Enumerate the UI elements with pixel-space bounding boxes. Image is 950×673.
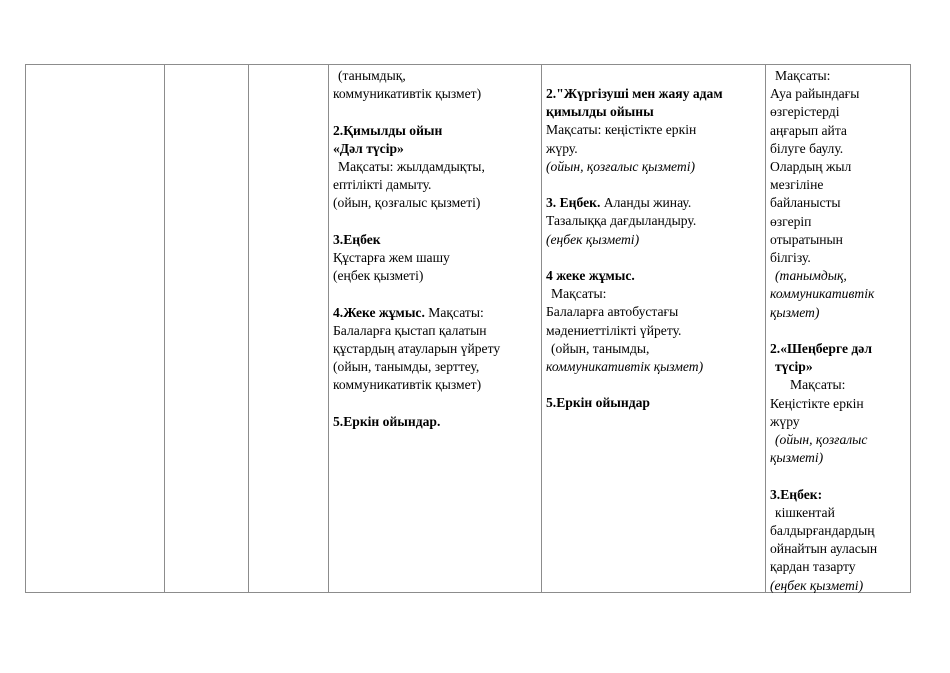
cell-text: (еңбек қызметі): [770, 577, 864, 593]
cell-text: (ойын, танымды, зерттеу,: [333, 359, 480, 375]
section-heading: қимылды ойыны: [546, 104, 654, 120]
section-heading: 2.Қимылды ойын: [333, 122, 443, 138]
column-divider: [248, 65, 249, 592]
cell-text: Кеңістікте еркін: [770, 395, 864, 411]
cell-text: өзгеріп: [770, 213, 812, 229]
cell-text: Мақсаты:: [551, 286, 607, 302]
column-divider: [541, 65, 542, 592]
cell-text: Мақсаты: жылдамдықты,: [338, 159, 485, 174]
cell-text: (еңбек қызметі): [333, 268, 424, 284]
cell-text: мезгіліне: [770, 177, 824, 193]
cell-text: Ауа райындағы: [770, 86, 860, 102]
section-heading: 4.Жеке жұмыс.: [333, 304, 425, 320]
cell-text: (ойын, қозғалыс қызметі): [546, 158, 695, 174]
section-heading: 2."Жүргізуші мен жаяу адам: [546, 86, 723, 101]
cell-text: Мақсаты:: [424, 304, 484, 320]
cell-text: отыратынын: [770, 231, 843, 247]
cell-text: Аланды жинау.: [600, 195, 692, 211]
section-heading: 4 жеке жұмыс.: [546, 268, 635, 283]
section-heading: 3.Еңбек: [333, 231, 381, 247]
cell-text: [333, 304, 538, 322]
cell-text: коммуникативтік қызмет): [333, 377, 482, 393]
cell-text: коммуникативтік: [770, 286, 875, 302]
column-divider: [328, 65, 329, 592]
cell-text: Тазалыққа дағдыландыру.: [546, 213, 697, 229]
cell-text: [546, 194, 762, 212]
section-heading: 3. Еңбек.: [546, 195, 601, 211]
cell-text: (ойын, қозғалыс: [775, 432, 868, 448]
cell-text: жүру: [770, 413, 800, 429]
cell-text: Олардың жыл: [770, 159, 852, 175]
cell-text: білуге баулу.: [770, 140, 844, 156]
cell-text: қардан тазарту: [770, 559, 856, 575]
cell-text: (еңбек қызметі): [546, 231, 640, 247]
cell-text: (танымдық,: [338, 68, 406, 83]
cell-text: (танымдық,: [775, 268, 847, 284]
column-divider: [164, 65, 165, 592]
cell-text: балдырғандардың: [770, 523, 875, 539]
cell-text: Мақсаты:: [790, 377, 846, 393]
cell-text: Құстарға жем шашу: [333, 250, 450, 265]
cell-text: коммуникативтік қызмет): [546, 359, 704, 375]
cell-text: (ойын, танымды,: [551, 340, 650, 356]
cell-text: байланысты: [770, 195, 841, 211]
cell-text: кішкентай: [775, 504, 835, 520]
cell-text: ептілікті дамыту.: [333, 177, 432, 193]
cell-text: (ойын, қозғалыс қызметі): [333, 195, 481, 211]
cell-text: құстардың атауларын үйрету: [333, 341, 501, 356]
cell-text: өзгерістерді: [770, 104, 840, 120]
section-heading: 2.«Шеңберге дәл: [770, 341, 872, 357]
schedule-table: [25, 64, 911, 593]
cell-text: Мақсаты: кеңістікте еркін: [546, 122, 697, 138]
cell-text: аңғарып айта: [770, 122, 847, 138]
cell-walk-activities-3: [770, 67, 908, 595]
cell-text: қызмет): [770, 304, 820, 320]
cell-text: білгізу.: [770, 250, 811, 266]
cell-walk-activities-1: [333, 67, 538, 431]
section-heading: 5.Еркін ойындар: [546, 395, 650, 411]
cell-text: Балаларға қыстап қалатын: [333, 322, 487, 338]
cell-text: ойнайтын ауласын: [770, 541, 878, 557]
section-heading: «Дәл түсір»: [333, 140, 404, 156]
cell-walk-activities-2: [546, 85, 762, 413]
cell-text: Мақсаты:: [775, 68, 831, 83]
column-divider: [765, 65, 766, 592]
cell-text: Балаларға автобустағы: [546, 304, 679, 320]
cell-text: коммуникативтік қызмет): [333, 86, 482, 102]
cell-text: мәдениеттілікті үйрету.: [546, 322, 682, 338]
section-heading: 3.Еңбек:: [770, 486, 823, 502]
cell-text: қызметі): [770, 450, 824, 466]
section-heading: 5.Еркін ойындар.: [333, 413, 441, 429]
cell-text: жүру.: [546, 140, 578, 156]
section-heading: түсір»: [775, 359, 813, 375]
